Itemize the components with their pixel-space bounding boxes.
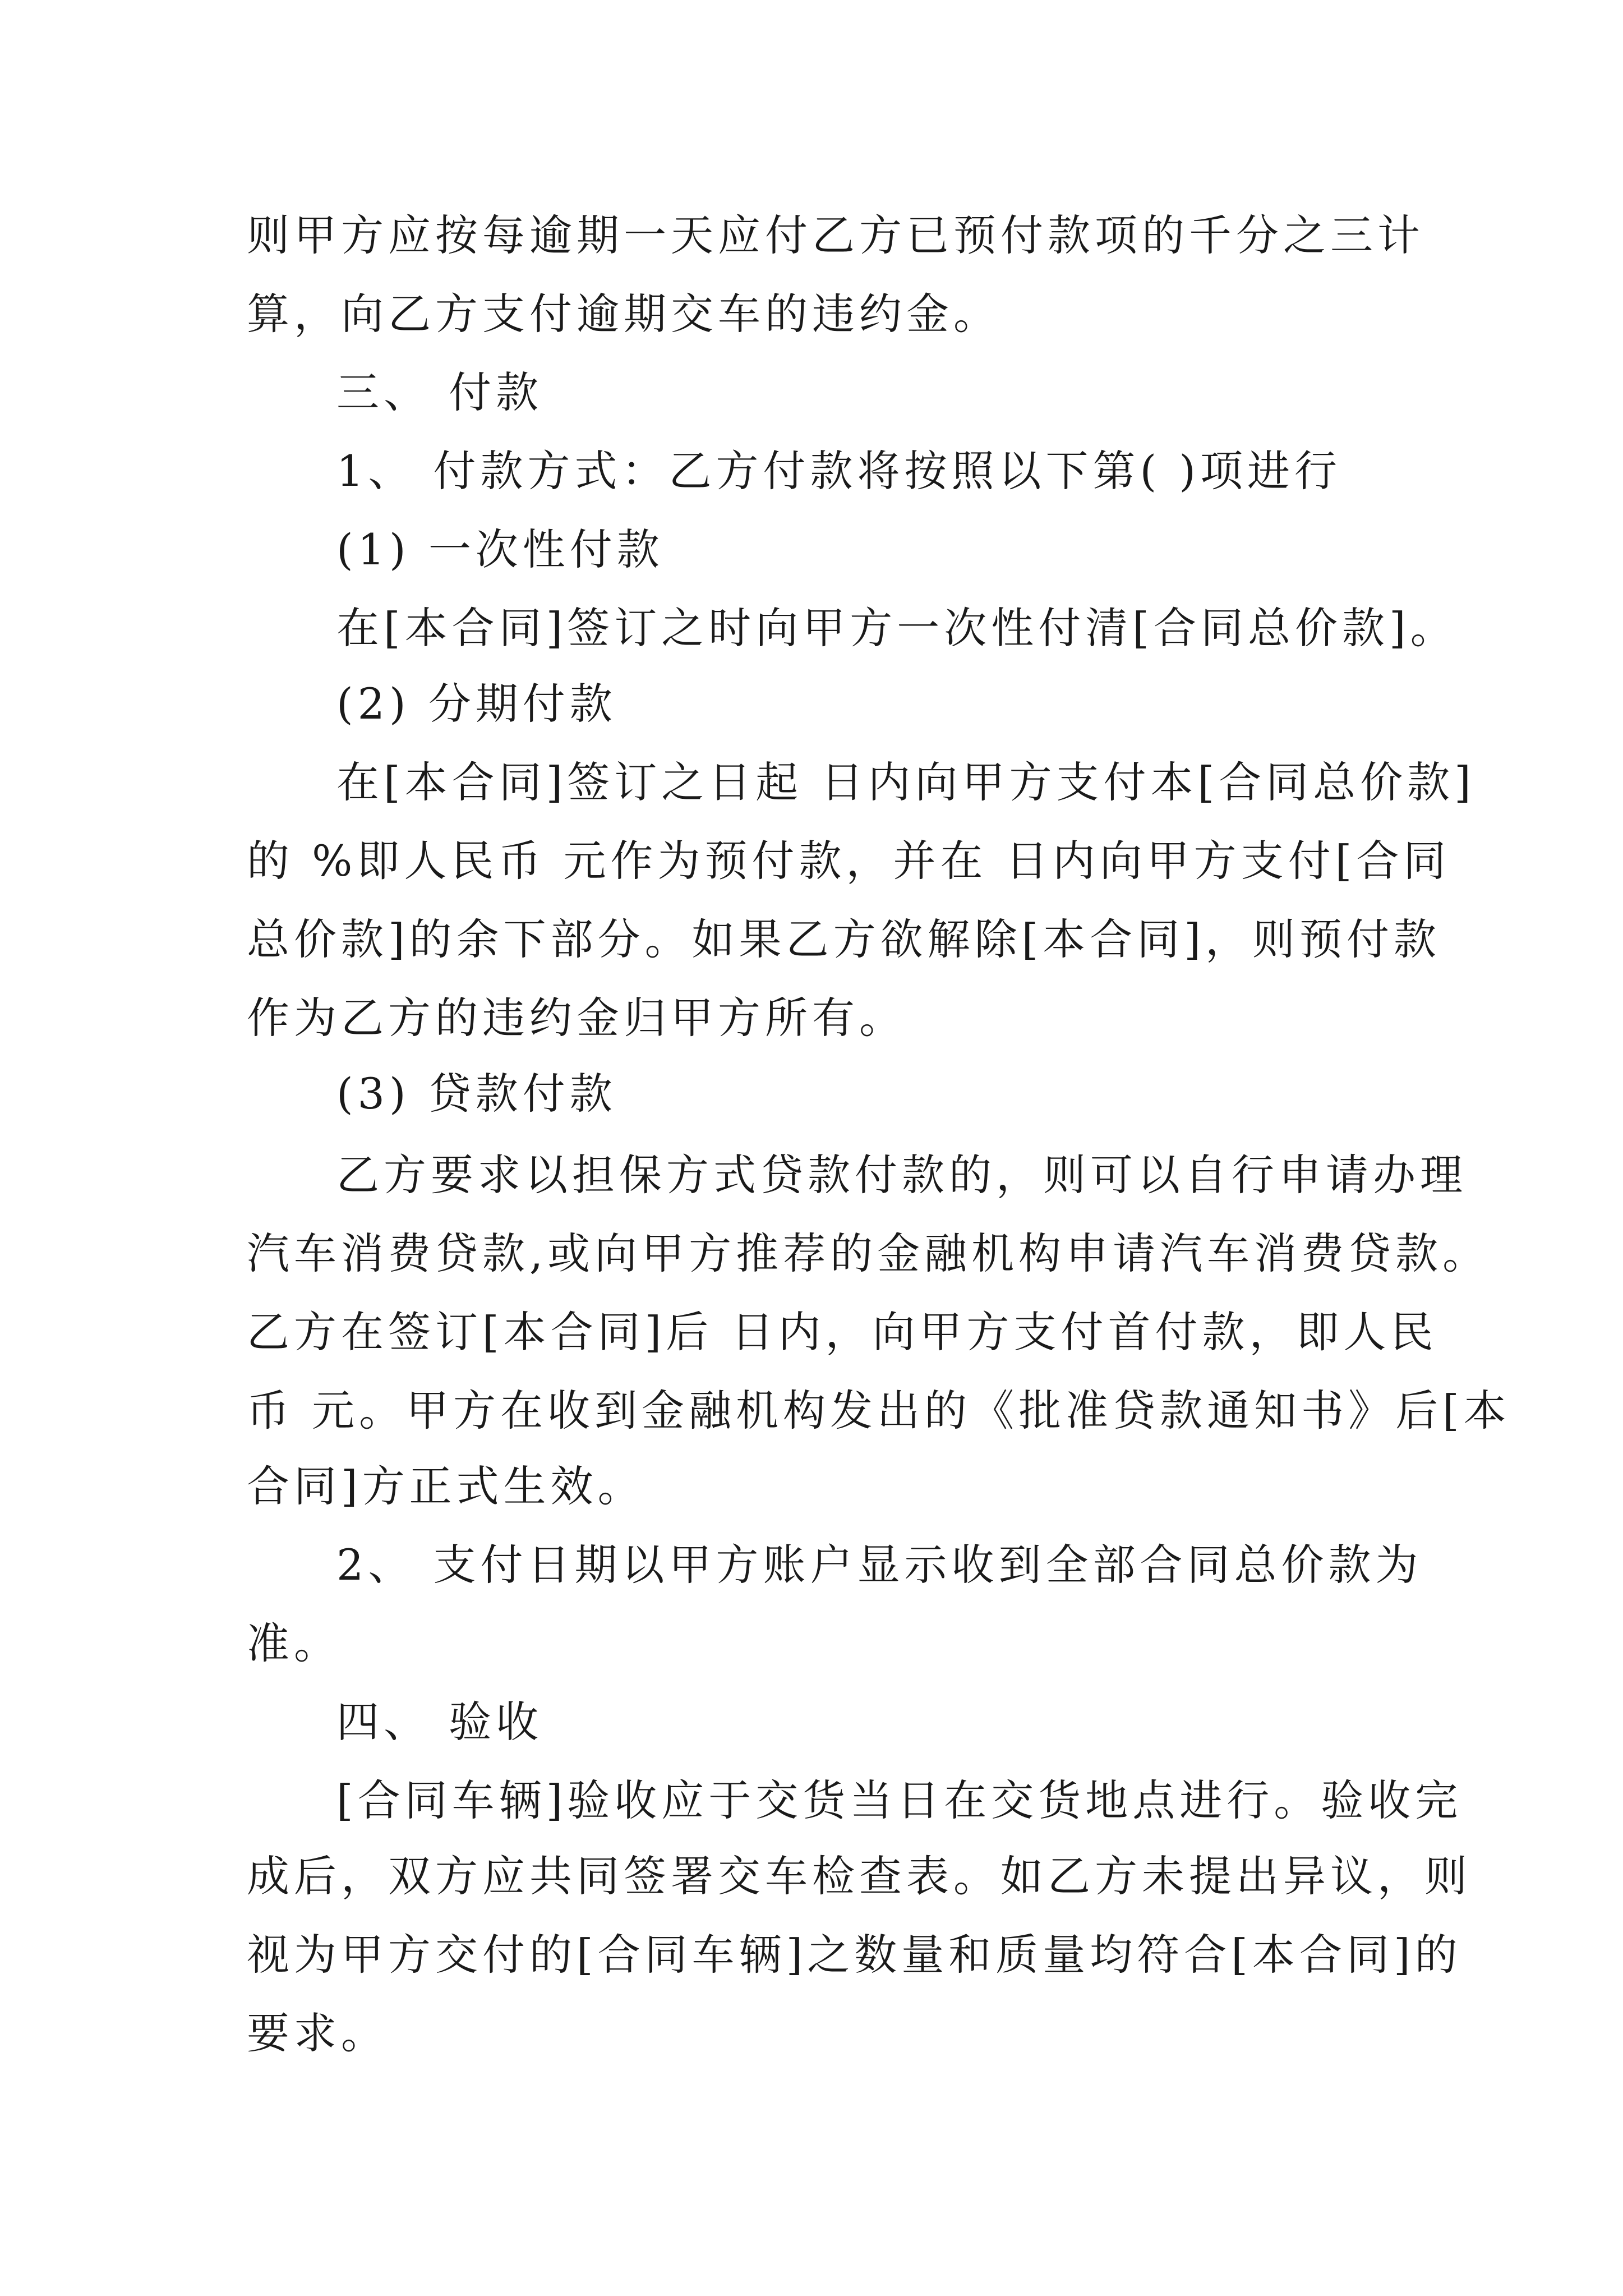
text-line: 在[本合同]签订之日起 日内向甲方支付本[合同总价款] xyxy=(336,757,1476,807)
text-line: 总价款]的余下部分。如果乙方欲解除[本合同]，则预付款 xyxy=(247,914,1441,964)
subheading-lump-sum: (1) 一次性付款 xyxy=(336,524,664,574)
text-line: 的 %即人民币 元作为预付款，并在 日内向甲方支付[合同 xyxy=(247,836,1451,886)
text-line: 合同]方正式生效。 xyxy=(247,1461,645,1511)
text-line: [合同车辆]验收应于交货当日在交货地点进行。验收完 xyxy=(336,1775,1463,1825)
text-line: 1、 付款方式：乙方付款将按照以下第( )项进行 xyxy=(336,446,1341,496)
subheading-installment: (2) 分期付款 xyxy=(336,679,617,729)
text-line: 2、 支付日期以甲方账户显示收到全部合同总价款为 xyxy=(336,1540,1423,1590)
text-line: 作为乙方的违约金归甲方所有。 xyxy=(247,993,906,1043)
text-line: 准。 xyxy=(247,1618,341,1668)
text-line: 乙方在签订[本合同]后 日内，向甲方支付首付款，即人民 xyxy=(247,1307,1438,1357)
section-heading-acceptance: 四、 验收 xyxy=(336,1697,543,1747)
text-line: 币 元。甲方在收到金融机构发出的《批准贷款通知书》后[本 xyxy=(247,1386,1511,1435)
subheading-loan: (3) 贷款付款 xyxy=(336,1069,617,1119)
text-line: 在[本合同]签订之时向甲方一次性付清[合同总价款]。 xyxy=(336,603,1458,653)
text-line: 则甲方应按每逾期一天应付乙方已预付款项的千分之三计 xyxy=(247,210,1424,260)
text-line: 算，向乙方支付逾期交车的违约金。 xyxy=(247,289,1000,339)
text-line: 要求。 xyxy=(247,2008,388,2058)
text-line: 乙方要求以担保方式贷款付款的，则可以自行申请办理 xyxy=(336,1150,1467,1200)
text-line: 汽车消费贷款,或向甲方推荐的金融机构申请汽车消费贷款。 xyxy=(247,1228,1490,1278)
section-heading-payment: 三、 付款 xyxy=(336,367,543,417)
text-line: 视为甲方交付的[合同车辆]之数量和质量均符合[本合同]的 xyxy=(247,1930,1462,1980)
text-line: 成后，双方应共同签署交车检查表。如乙方未提出异议，则 xyxy=(247,1851,1472,1901)
